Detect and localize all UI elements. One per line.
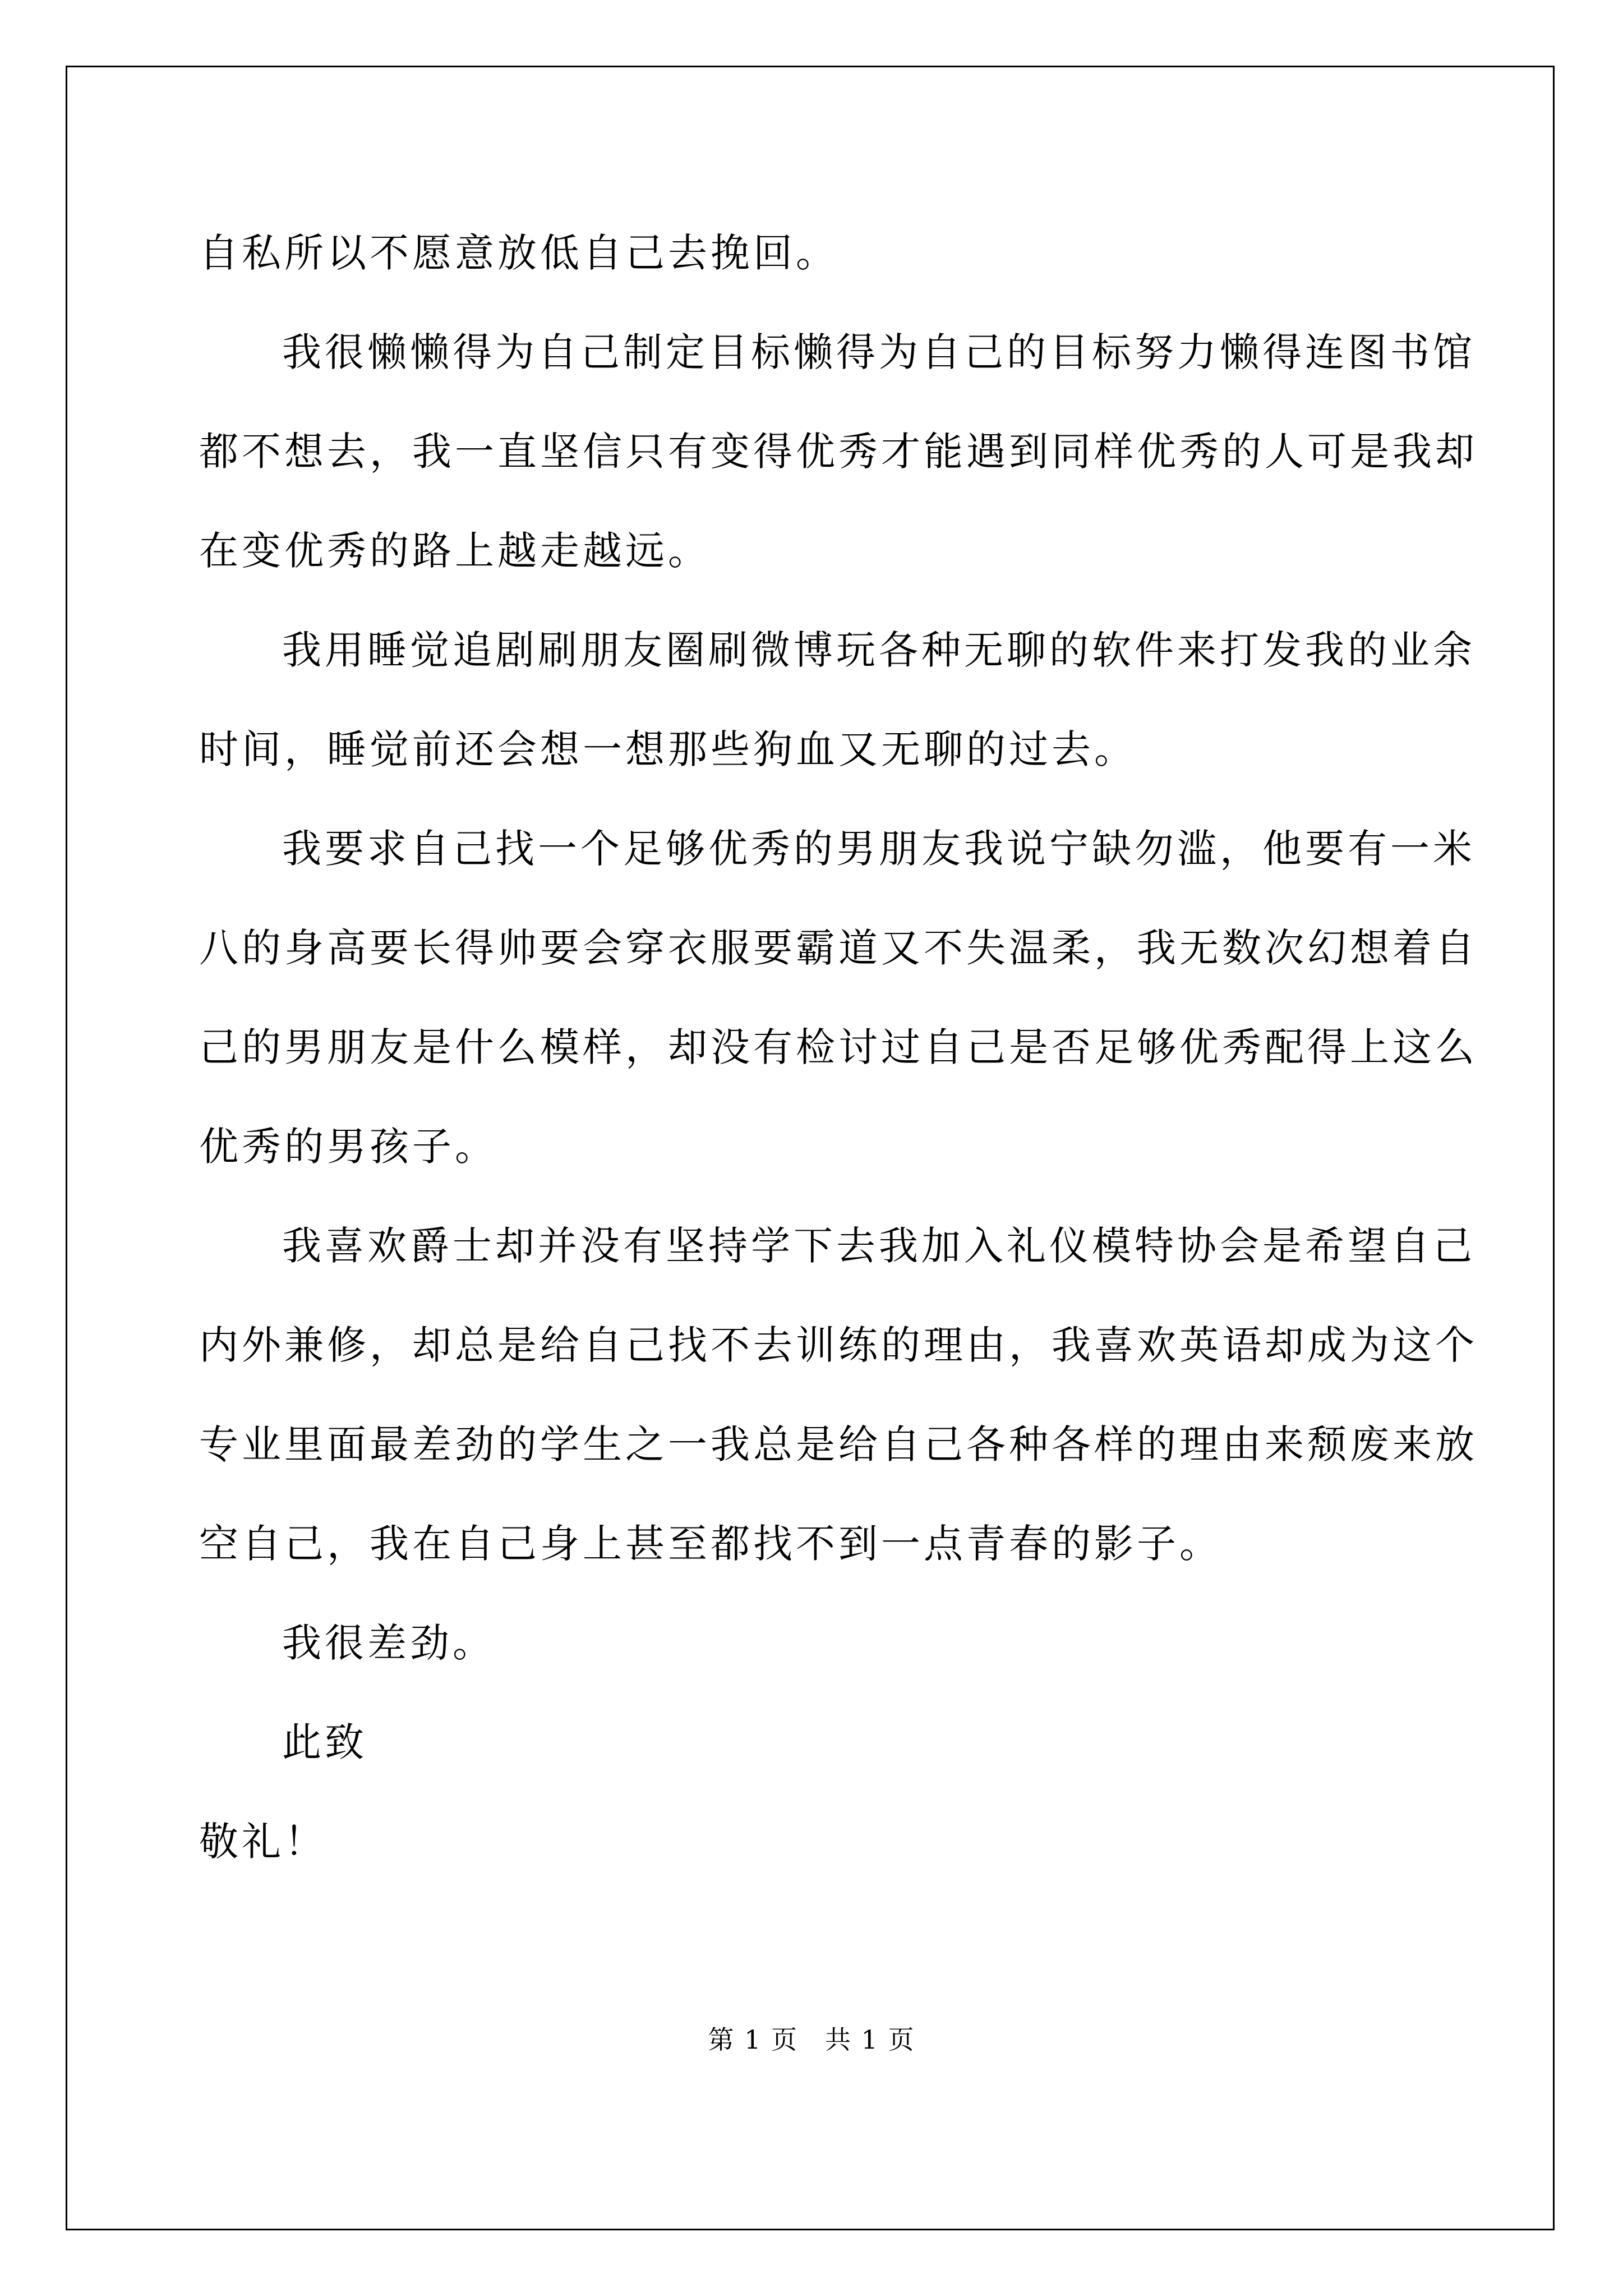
document-body — [199, 204, 1478, 1892]
text-line: 专业里面最差劲的学生之一我总是给自己各种各样的理由来颓废来放 — [199, 1421, 1478, 1467]
text-line: 我用睡觉追剧刷朋友圈刷微博玩各种无聊的软件来打发我的业余 — [282, 627, 1476, 673]
text-line: 我要求自己找一个足够优秀的男朋友我说宁缺勿滥，他要有一米 — [282, 826, 1476, 872]
text-line: 我很差劲。 — [282, 1620, 495, 1666]
text-line: 我很懒懒得为自己制定目标懒得为自己的目标努力懒得连图书馆 — [282, 329, 1476, 375]
text-line: 内外兼修，却总是给自己找不去训练的理由，我喜欢英语却成为这个 — [199, 1322, 1478, 1368]
text-line: 八的身高要长得帅要会穿衣服要霸道又不失温柔，我无数次幻想着自 — [199, 925, 1478, 971]
text-line: 我喜欢爵士却并没有坚持学下去我加入礼仪模特协会是希望自己 — [282, 1223, 1476, 1269]
text-line: 自私所以不愿意放低自己去挽回。 — [199, 230, 838, 276]
page-number: 第 1 页 — [708, 2024, 798, 2055]
text-line: 在变优秀的路上越走越远。 — [199, 528, 711, 574]
salutation-line: 敬礼！ — [199, 1819, 327, 1865]
page-footer — [0, 2019, 1623, 2056]
closing-line: 此致 — [282, 1719, 367, 1765]
page-total: 共 1 页 — [825, 2024, 915, 2055]
text-line: 都不想去，我一直坚信只有变得优秀才能遇到同样优秀的人可是我却 — [199, 429, 1478, 475]
text-line: 优秀的男孩子。 — [199, 1124, 497, 1170]
text-line: 时间，睡觉前还会想一想那些狗血又无聊的过去。 — [199, 726, 1137, 772]
text-line: 空自己，我在自己身上甚至都找不到一点青春的影子。 — [199, 1521, 1222, 1567]
text-line: 己的男朋友是什么模样，却没有检讨过自己是否足够优秀配得上这么 — [199, 1024, 1478, 1070]
